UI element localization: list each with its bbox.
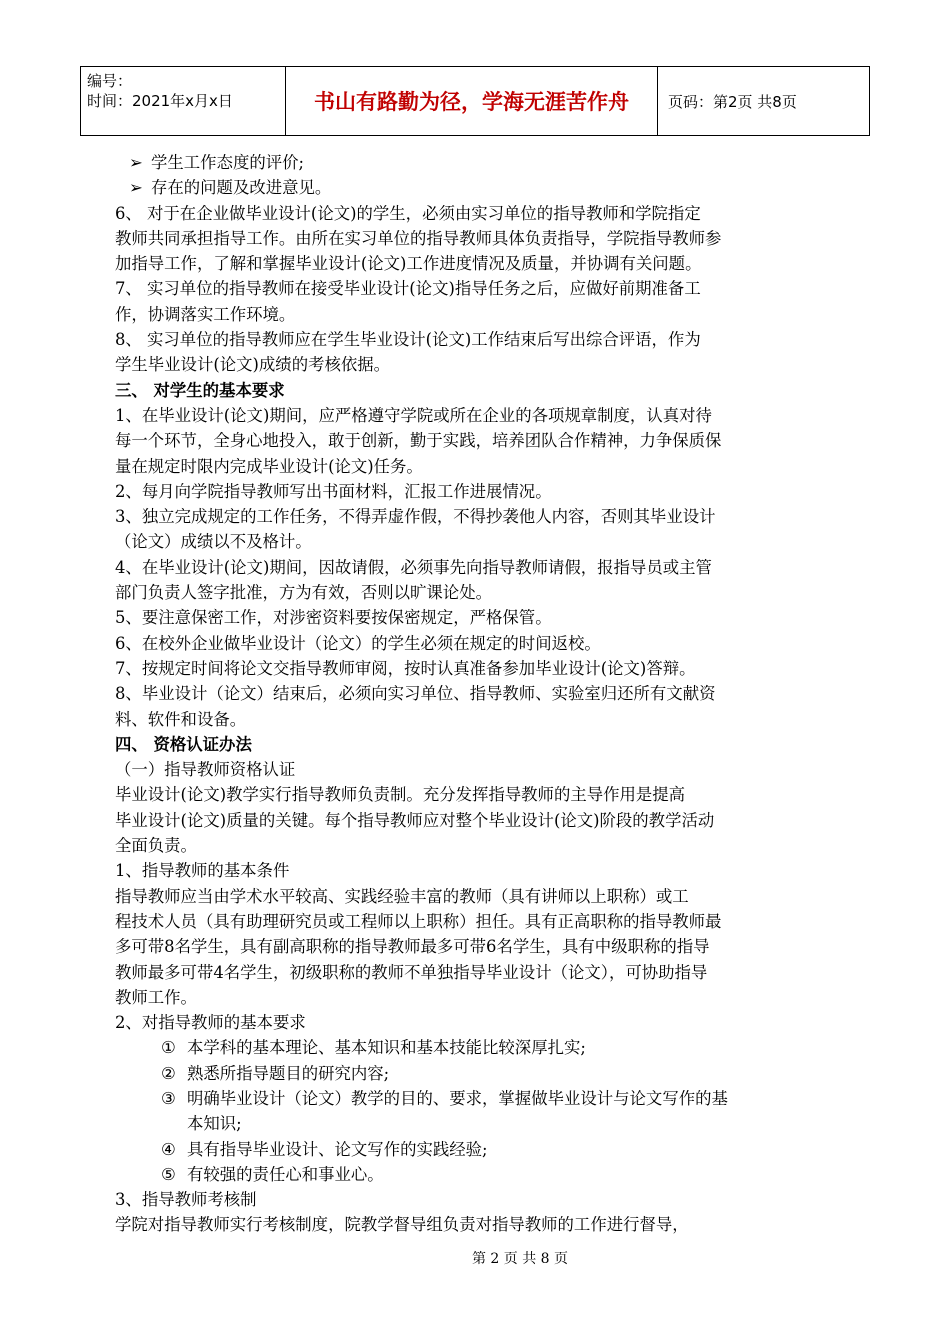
numbered-item <box>161 1137 837 1162</box>
text-line: 程技术人员（具有助理研究员或工程师以上职称）担任。具有正高职称的指导教师最 <box>115 911 722 931</box>
numbered-item <box>161 1162 837 1187</box>
text-line: 教师共同承担指导工作。由所在实习单位的指导教师具体负责指导，学院指导教师参 <box>115 228 722 248</box>
text-line: 毕业设计(论文)质量的关键。每个指导教师应对整个毕业设计(论文)阶段的教学活动 <box>115 810 715 830</box>
text-line: 毕业设计(论文)教学实行指导教师负责制。充分发挥指导教师的主导作用是提高 <box>115 785 686 805</box>
text-line: 1、指导教师的基本条件 <box>115 861 290 881</box>
item-text: 熟悉所指导题目的研究内容; <box>187 1063 390 1083</box>
item-number: ② <box>161 1063 176 1083</box>
text-line: 教师工作。 <box>115 987 197 1007</box>
text-line: 2、每月向学院指导教师写出书面材料，汇报工作进展情况。 <box>115 481 552 501</box>
text-line: （论文）成绩以不及格计。 <box>115 532 312 552</box>
page-header <box>80 66 870 136</box>
text-line: 加指导工作，了解和掌握毕业设计(论文)工作进度情况及质量，并协调有关问题。 <box>115 254 702 274</box>
text-line: 量在规定时限内完成毕业设计(论文)任务。 <box>115 456 423 476</box>
text-line: 7、 实习单位的指导教师在接受毕业设计(论文)指导任务之后，应做好前期准备工 <box>115 279 701 299</box>
text-line: 学院对指导教师实行考核制度，院教学督导组负责对指导教师的工作进行督导， <box>115 1215 689 1235</box>
numbered-item <box>161 1035 837 1060</box>
text-line: 全面负责。 <box>115 836 197 856</box>
item-number: ④ <box>161 1139 176 1159</box>
arrow-bullet-icon: ➢ <box>129 153 143 172</box>
text-line: 作，协调落实工作环境。 <box>115 304 296 324</box>
text-line: 2、对指导教师的基本要求 <box>115 1013 306 1033</box>
header-left-cell <box>81 67 286 135</box>
bullet-item <box>129 175 837 200</box>
text-line: 3、指导教师考核制 <box>115 1190 257 1210</box>
item-text: 有较强的责任心和事业心。 <box>187 1164 384 1184</box>
text-line: 5、要注意保密工作，对涉密资料要按保密规定，严格保管。 <box>115 608 552 628</box>
item-number: ③ <box>161 1088 176 1108</box>
arrow-bullet-icon: ➢ <box>129 178 143 198</box>
numbered-item <box>161 1061 837 1086</box>
text-line: 3、独立完成规定的工作任务，不得弄虚作假，不得抄袭他人内容，否则其毕业设计 <box>115 507 716 527</box>
item-text: 本知识; <box>187 1114 242 1134</box>
numbered-item <box>161 1111 837 1136</box>
text-line: 指导教师应当由学术水平较高、实践经验丰富的教师（具有讲师以上职称）或工 <box>115 886 689 906</box>
item-text: 本学科的基本理论、基本知识和基本技能比较深厚扎实; <box>187 1038 586 1058</box>
text-line: 每一个环节，全身心地投入，敢于创新，勤于实践，培养团队合作精神，力争保质保 <box>115 431 722 451</box>
text-line: 7、按规定时间将论文交指导教师审阅，按时认真准备参加毕业设计(论文)答辩。 <box>115 658 696 678</box>
page-info: 页码：第2页 共8页 <box>668 92 797 111</box>
text-line: 教师最多可带4名学生，初级职称的教师不单独指导毕业设计（论文），可协助指导 <box>115 962 708 982</box>
text-line: 学生毕业设计(论文)成绩的考核依据。 <box>115 355 391 375</box>
text-line: （一）指导教师资格认证 <box>115 760 296 780</box>
item-text: 明确毕业设计（论文）教学的目的、要求，掌握做毕业设计与论文写作的基 <box>187 1088 728 1108</box>
section-heading: 四、 资格认证办法 <box>115 734 252 754</box>
numbered-item <box>161 1086 837 1111</box>
text-line: 部门负责人签字批准，方为有效，否则以旷课论处。 <box>115 583 492 603</box>
bullet-text: 学生工作态度的评价; <box>151 153 305 172</box>
bullet-item <box>129 150 837 175</box>
date-line: 时间：2021年x月x日 <box>87 92 233 110</box>
text-line: 4、在毕业设计(论文)期间，因故请假，必须事先向指导教师请假，报指导员或主管 <box>115 557 712 577</box>
item-number: ① <box>161 1038 176 1058</box>
number-label: 编号： <box>87 72 133 90</box>
motto: 书山有路勤为径，学海无涯苦作舟 <box>286 67 658 135</box>
text-line: 1、在毕业设计(论文)期间，应严格遵守学院或所在企业的各项规章制度，认真对待 <box>115 405 712 425</box>
text-line: 6、 对于在企业做毕业设计(论文)的学生，必须由实习单位的指导教师和学院指定 <box>115 203 701 223</box>
item-text: 具有指导毕业设计、论文写作的实践经验; <box>187 1139 488 1159</box>
text-line: 料、软件和设备。 <box>115 709 247 729</box>
text-line: 6、在校外企业做毕业设计（论文）的学生必须在规定的时间返校。 <box>115 633 601 653</box>
text-line: 多可带8名学生，具有副高职称的指导教师最多可带6名学生，具有中级职称的指导 <box>115 937 710 957</box>
text-line: 8、 实习单位的指导教师应在学生毕业设计(论文)工作结束后写出综合评语，作为 <box>115 330 701 350</box>
item-number: ⑤ <box>161 1164 176 1184</box>
bullet-text: 存在的问题及改进意见。 <box>151 178 332 198</box>
text-line: 8、毕业设计（论文）结束后，必须向实习单位、指导教师、实验室归还所有文献资 <box>115 684 716 704</box>
section-heading: 三、 对学生的基本要求 <box>115 380 285 400</box>
page-footer: 第 2 页 共 8 页 <box>471 1251 569 1267</box>
document-body <box>115 150 837 1238</box>
